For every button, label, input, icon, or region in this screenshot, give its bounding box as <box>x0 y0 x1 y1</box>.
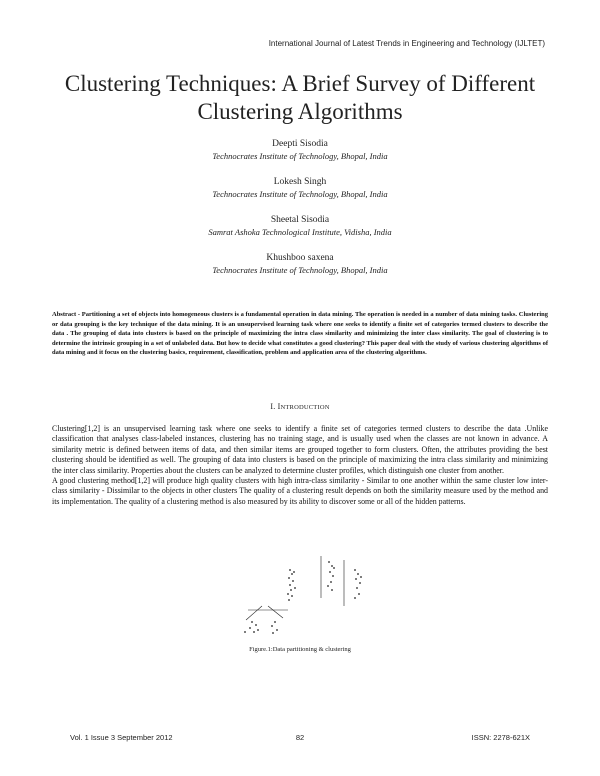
author-block <box>100 252 500 290</box>
section-heading <box>0 402 600 411</box>
footer-volume: Vol. 1 Issue 3 September 2012 <box>70 733 173 742</box>
cluster-points-bottom <box>244 621 278 634</box>
journal-header: International Journal of Latest Trends in Engineering and Technology (IJLTET) <box>268 39 545 48</box>
cluster-points-right <box>354 569 362 599</box>
section-body <box>52 424 548 507</box>
paper-title-line-2: Clustering Algorithms <box>197 99 403 124</box>
author-affiliation: Technocrates Institute of Technology, Bhopal, India <box>212 265 388 275</box>
author-name: Sheetal Sisodia <box>270 215 330 225</box>
author-block <box>100 214 500 252</box>
abstract: Abstract - Partitioning a set of objects into homogeneous clusters is a fundamental operation in data mining. The operation is needed in a number of data mining tasks. Clustering or data grouping is the key technique of the data mining. It is an unsupervised learning task where one seeks to identify a finite set of categories termed clusters to describe the data . The grouping of data into clusters is based on the principle of maximizing the intra class similarity and minimizing the inter class similarity. The goal of clustering is to determine the intrinsic grouping in a set of unlabeled data. But how to decide what constitutes a good clustering? This paper deal with the study of various clustering algorithms of data mining and it focus on the clustering basics, requirement, classification, problem and application area of the clustering algorithms. <box>52 311 548 357</box>
author-block <box>100 138 500 176</box>
author-block <box>100 176 500 214</box>
figure-caption: Figure.1:Data partitioning & clustering <box>249 646 351 653</box>
author-name: Deepti Sisodia <box>272 139 328 149</box>
author-list <box>100 138 500 290</box>
section-title: NTRODUCTION <box>280 404 330 411</box>
cluster-points-left <box>287 569 296 601</box>
author-name: Khushboo saxena <box>266 253 334 263</box>
author-affiliation: Samrat Ashoka Technological Institute, Vidisha, India <box>208 227 392 237</box>
body-paragraph: A good clustering method[1,2] will produce high quality clusters with high intra-class similarity - Similar to one another within the same cluster low inter-class similarity - Dissimilar to the objects in other clusters The quality of a clustering result depends on both the similarity measure used by the method and its implementation. The quality of a clustering method is also measured by its ability to discover some or all of the hidden patterns. <box>52 476 548 506</box>
author-name: Lokesh Singh <box>273 177 327 187</box>
body-paragraph: Clustering[1,2] is an unsupervised learning task where one seeks to identify a finite set of categories termed clusters to describe the data .Unlike classification that analyses class-labeled instances, clustering has no training stage, and is usually used when the classes are not known in advance. A similarity metric is defined between items of data, and then similar items are grouped together to form clusters. Often, the attributes providing the best clustering should be identified as well. The grouping of data into clusters is based on the principle of maximizing the intra class similarity and minimizing the inter class similarity. Properties about the clusters can be analyzed to determine cluster profiles, which distinguish one cluster from another. <box>52 424 548 475</box>
paper-title-line-1: Clustering Techniques: A Brief Survey of Different <box>64 71 536 96</box>
footer-page-number: 82 <box>295 733 305 742</box>
clustering-figure <box>228 548 418 638</box>
section-number: I. I <box>270 402 281 411</box>
paper-title <box>30 70 570 126</box>
author-affiliation: Technocrates Institute of Technology, Bhopal, India <box>212 189 388 199</box>
cluster-points-middle <box>327 561 335 591</box>
footer-issn: ISSN: 2278-621X <box>471 733 530 742</box>
author-affiliation: Technocrates Institute of Technology, Bhopal, India <box>212 151 388 161</box>
